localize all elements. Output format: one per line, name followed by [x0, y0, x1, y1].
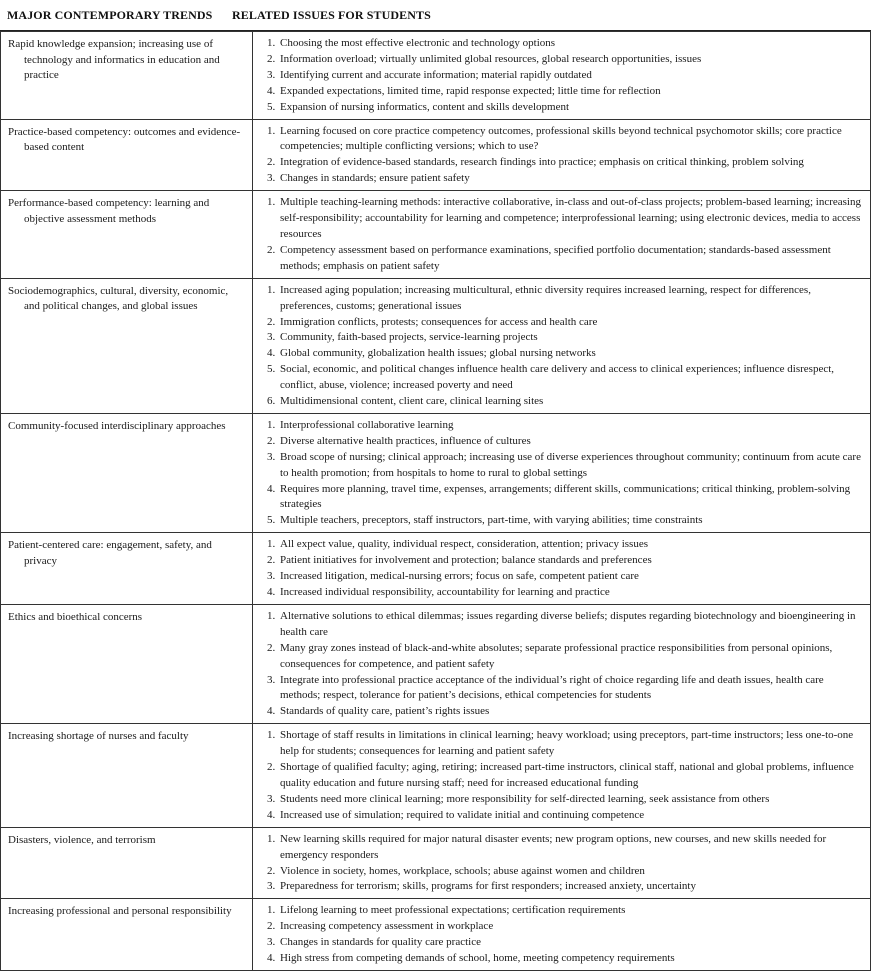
issues-cell: [253, 191, 871, 279]
issue-text: Violence in society, homes, workplace, schools; abuse against women and children: [280, 864, 645, 877]
issue-number: 4.: [267, 482, 276, 495]
issue-text: Standards of quality care, patient’s rights issues: [280, 705, 490, 718]
table-row: [1, 119, 871, 191]
header-issues: RELATED ISSUES FOR STUDENTS: [232, 7, 431, 22]
issue-text: Multiple teachers, preceptors, staff instructors, part-time, with varying abilities; time constraints: [280, 514, 703, 527]
issue-number: 3.: [267, 172, 276, 185]
issue-text: Increased litigation, medical-nursing errors; focus on safe, competent patient care: [280, 570, 639, 583]
issue-number: 2.: [267, 761, 276, 774]
trend-text: Performance-based competency: learning and objective assessment methods: [8, 197, 210, 225]
issue-text: Increased individual responsibility, accountability for learning and practice: [280, 586, 610, 598]
table-row: [1, 899, 871, 971]
trend-cell: [1, 724, 253, 827]
issue-number: 3.: [267, 880, 276, 893]
issue-item: [267, 808, 864, 824]
issue-number: 2.: [267, 243, 276, 256]
issues-list: [253, 124, 864, 188]
trend-cell: [1, 827, 253, 899]
issue-item: [267, 283, 864, 315]
issue-item: [267, 450, 864, 482]
issue-number: 4.: [267, 808, 276, 821]
issue-item: [267, 704, 864, 720]
issue-number: 1.: [267, 904, 276, 917]
issue-text: Many gray zones instead of black-and-white absolutes; separate professional practice responsibilities from personal opinions, consequences for competence, and patient safety: [280, 641, 833, 670]
trend-text: Sociodemographics, cultural, diversity, economic, and political changes, and global issues: [8, 284, 229, 313]
issue-number: 2.: [267, 554, 276, 567]
issue-text: Students need more clinical learning; more responsibility for self-directed learning, seek assistance from others: [280, 792, 770, 805]
issues-cell: [253, 604, 871, 723]
issues-list: [253, 728, 864, 823]
trend-text: Practice-based competency: outcomes and evidence-based content: [8, 125, 241, 154]
issue-text: All expect value, quality, individual respect, consideration, attention; privacy issues: [280, 538, 648, 551]
issue-item: [267, 760, 864, 792]
issue-item: [267, 243, 864, 275]
issue-text: Multiple teaching-learning methods: interactive collaborative, in-class and out-of-class projects; problem-based learning; increasing self-responsibility; accountability for learning and competence; interprofessional learning; using electronic devices, media to access resources: [280, 196, 861, 240]
issue-text: Competency assessment based on performance examinations, specified portfolio documentation; standards-based assessment methods; emphasis on patient safety: [280, 243, 831, 272]
trend-text: Rapid knowledge expansion; increasing use of technology and informatics in education and practice: [8, 38, 220, 81]
trends-table: [0, 31, 871, 971]
issues-list: [253, 903, 864, 967]
issue-number: 3.: [267, 673, 276, 686]
table-row: [1, 32, 871, 120]
issue-number: 3.: [267, 792, 276, 805]
issue-item: [267, 609, 864, 641]
trend-text: Disasters, violence, and terrorism: [8, 833, 156, 846]
issue-number: 5.: [267, 100, 276, 113]
issue-number: 3.: [267, 331, 276, 344]
issue-number: 2.: [267, 864, 276, 877]
table-row: [1, 533, 871, 605]
issues-cell: [253, 32, 871, 120]
issue-item: [267, 100, 864, 116]
issue-item: [267, 832, 864, 864]
issue-text: Integrate into professional practice acceptance of the individual’s right of choice regarding life and death issues, health care methods; respect, tolerance for patient’s decisions, ethical competencies for students: [280, 673, 824, 702]
issue-number: 1.: [267, 418, 276, 431]
issue-number: 3.: [267, 570, 276, 583]
issue-number: 4.: [267, 952, 276, 965]
issue-number: 1.: [267, 729, 276, 742]
issue-number: 3.: [267, 450, 276, 463]
issue-item: [267, 569, 864, 585]
issue-text: New learning skills required for major natural disaster events; new program options, new courses, and new skills needed for emergency responders: [280, 832, 827, 861]
issues-list: [253, 195, 864, 275]
issue-text: Preparedness for terrorism; skills, programs for first responders; increased anxiety, uncertainty: [280, 880, 696, 893]
issue-item: [267, 919, 864, 935]
trend-cell: [1, 413, 253, 532]
trend-text: Community-focused interdisciplinary approaches: [8, 419, 226, 432]
issue-text: Information overload; virtually unlimited global resources, global research opportunities, issues: [280, 52, 702, 65]
issue-item: [267, 330, 864, 346]
issue-text: Multidimensional content, client care, clinical learning sites: [280, 395, 544, 408]
issue-item: [267, 362, 864, 394]
issue-item: [267, 195, 864, 243]
issue-number: 1.: [267, 832, 276, 845]
issue-text: Expansion of nursing informatics, content and skills development: [280, 100, 570, 113]
issue-text: Identifying current and accurate information; material rapidly outdated: [280, 68, 592, 81]
issue-number: 2.: [267, 315, 276, 328]
issue-item: [267, 52, 864, 68]
issue-item: [267, 935, 864, 951]
table-header: [0, 0, 871, 31]
issue-item: [267, 537, 864, 553]
issue-text: Expanded expectations, limited time, rapid response expected; little time for reflection: [280, 84, 661, 97]
issue-item: [267, 673, 864, 705]
issue-number: 5.: [267, 363, 276, 376]
issue-number: 1.: [267, 538, 276, 551]
issues-cell: [253, 827, 871, 899]
issue-text: Choosing the most effective electronic and technology options: [280, 37, 556, 49]
issue-text: Diverse alternative health practices, influence of cultures: [280, 434, 531, 447]
table-row: [1, 827, 871, 899]
issues-list: [253, 36, 864, 116]
issues-cell: [253, 413, 871, 532]
issue-number: 2.: [267, 156, 276, 169]
issue-text: Lifelong learning to meet professional expectations; certification requirements: [280, 904, 626, 917]
issues-list: [253, 418, 864, 529]
issue-text: Community, faith-based projects, service-learning projects: [280, 331, 538, 344]
issue-text: Shortage of qualified faculty; aging, retiring; increased part-time instructors, clinical staff, national and global problems, influence quality education and future nursing staff; need for increased educational funding: [280, 761, 854, 789]
issues-cell: [253, 899, 871, 971]
issues-cell: [253, 119, 871, 191]
issue-number: 5.: [267, 514, 276, 527]
issue-number: 1.: [267, 37, 276, 49]
issue-item: [267, 434, 864, 450]
issue-text: Social, economic, and political changes influence health care delivery and access to clinical experiences; influence disrespect, conflict, abuse, violence; increased poverty and need: [280, 363, 835, 392]
issue-item: [267, 36, 864, 52]
issues-cell: [253, 724, 871, 827]
issue-item: [267, 84, 864, 100]
issue-item: [267, 315, 864, 331]
issue-text: Increased use of simulation; required to validate initial and continuing competence: [280, 808, 645, 821]
trend-cell: [1, 604, 253, 723]
trend-text: Patient-centered care: engagement, safety, and privacy: [8, 539, 212, 567]
issue-item: [267, 553, 864, 569]
trend-cell: [1, 278, 253, 413]
trend-cell: [1, 191, 253, 279]
issue-text: Alternative solutions to ethical dilemmas; issues regarding diverse beliefs; disputes regarding biotechnology and bioengineering in health care: [280, 609, 856, 638]
table-row: [1, 278, 871, 413]
issues-list: [253, 832, 864, 896]
issue-number: 4.: [267, 586, 276, 598]
trend-text: Increasing professional and personal responsibility: [8, 905, 232, 918]
issue-item: [267, 903, 864, 919]
issue-number: 2.: [267, 641, 276, 654]
header-trends: MAJOR CONTEMPORARY TRENDS: [7, 7, 213, 22]
issues-cell: [253, 533, 871, 605]
issue-item: [267, 68, 864, 84]
issues-list: [253, 537, 864, 601]
issue-item: [267, 482, 864, 514]
issue-text: Interprofessional collaborative learning: [280, 418, 454, 431]
issue-item: [267, 792, 864, 808]
table-row: [1, 604, 871, 723]
issue-number: 1.: [267, 196, 276, 209]
issue-text: Changes in standards for quality care practice: [280, 936, 481, 949]
table-row: [1, 724, 871, 827]
issue-text: Immigration conflicts, protests; consequences for access and health care: [280, 315, 598, 328]
trend-cell: [1, 119, 253, 191]
issue-number: 2.: [267, 434, 276, 447]
issue-text: Increased aging population; increasing multicultural, ethnic diversity requires increased learning, respect for differences, preferences, customs; generational issues: [280, 283, 811, 312]
table-row: [1, 191, 871, 279]
issue-item: [267, 346, 864, 362]
issue-text: Changes in standards; ensure patient safety: [280, 172, 470, 185]
issues-list: [253, 609, 864, 720]
issue-number: 6.: [267, 395, 276, 408]
issue-item: [267, 864, 864, 880]
issue-number: 2.: [267, 52, 276, 65]
issue-item: [267, 171, 864, 187]
issue-item: [267, 641, 864, 673]
issues-cell: [253, 278, 871, 413]
issue-text: Shortage of staff results in limitations in clinical learning; heavy workload; using preceptors, part-time instructors; less one-to-one help for students; consequences for learning and patient safety: [280, 729, 854, 758]
issue-item: [267, 585, 864, 601]
issue-text: Learning focused on core practice competency outcomes, professional skills beyond technical psychomotor skills; core practice competencies; multiple conflicting versions; which to use?: [280, 124, 842, 153]
issue-item: [267, 513, 864, 529]
issue-number: 3.: [267, 936, 276, 949]
issue-number: 4.: [267, 84, 276, 97]
issue-item: [267, 879, 864, 895]
issue-number: 1.: [267, 609, 276, 622]
issue-item: [267, 418, 864, 434]
issue-text: Broad scope of nursing; clinical approach; increasing use of diverse experiences throughout community; continuum from acute care to health promotion; from hospitals to home to rural to global settings: [280, 450, 861, 479]
issues-list: [253, 283, 864, 410]
trend-text: Ethics and bioethical concerns: [8, 610, 143, 623]
issue-text: Requires more planning, travel time, expenses, arrangements; different skills, communications; critical thinking, problem-solving strategies: [280, 482, 851, 511]
trend-text: Increasing shortage of nurses and faculty: [8, 730, 189, 743]
issue-item: [267, 155, 864, 171]
issue-item: [267, 124, 864, 156]
issue-number: 3.: [267, 68, 276, 81]
issue-number: 2.: [267, 920, 276, 933]
issue-text: Patient initiatives for involvement and protection; balance standards and preferences: [280, 554, 652, 567]
issue-item: [267, 728, 864, 760]
issue-number: 1.: [267, 283, 276, 296]
issue-text: Global community, globalization health issues; global nursing networks: [280, 347, 596, 360]
trend-cell: [1, 533, 253, 605]
issue-text: High stress from competing demands of school, home, meeting competency requirements: [280, 952, 675, 965]
issue-text: Increasing competency assessment in workplace: [280, 920, 494, 933]
issue-item: [267, 394, 864, 410]
issue-item: [267, 951, 864, 967]
issue-number: 4.: [267, 347, 276, 360]
issue-text: Integration of evidence-based standards, research findings into practice; emphasis on critical thinking, problem solving: [280, 156, 804, 169]
table-row: [1, 413, 871, 532]
trend-cell: [1, 899, 253, 971]
issue-number: 4.: [267, 705, 276, 718]
trend-cell: [1, 32, 253, 120]
issue-number: 1.: [267, 124, 276, 137]
